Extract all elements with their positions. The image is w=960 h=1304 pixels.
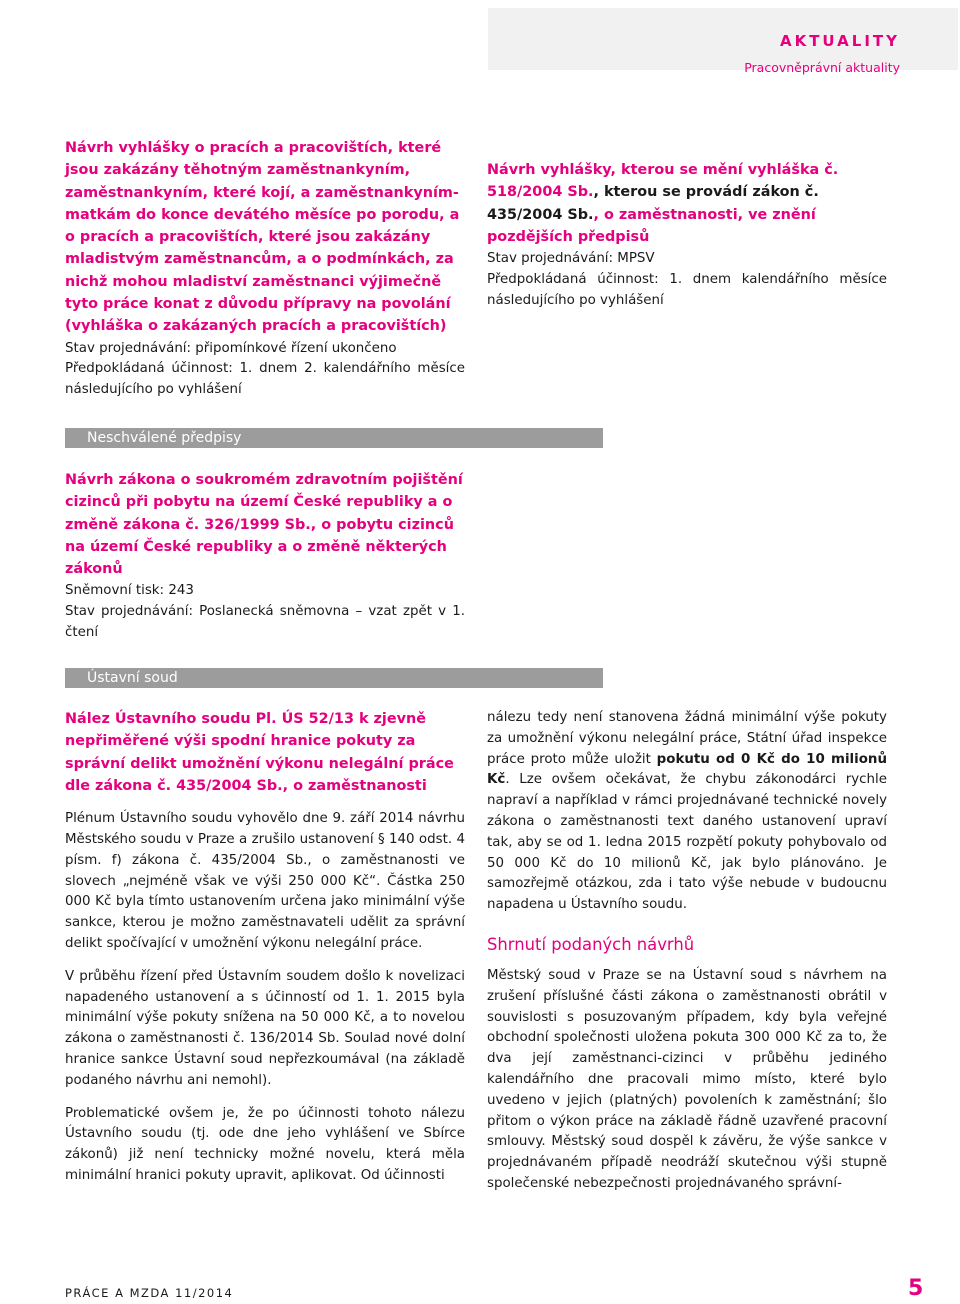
ruling-paragraph-1: Plénum Ústavního soudu vyhovělo dne 9. září 2014 návrhu Městského soudu v Praze a zrušilo ustanovení § 140 odst. 4 písm. f) zákona č. 435/2004 Sb., o zaměstnanosti ve slovech „nejméně však ve výši 250 000 Kč“. Částka 250 000 Kč byla tímto ustanovením určena jako minimální výše sankce, kterou je možno zaměstnavateli udělit za správní delikt spočívající v umožnění výkonu nelegální práce. <box>65 811 465 951</box>
article-court-ruling <box>65 708 465 1187</box>
article-decree-prohibited-work <box>65 137 465 401</box>
article-title: Návrh vyhlášky o pracích a pracovištích, které jsou zakázány těhotným zaměstnankyním, zaměstnankyním, které kojí, a zaměstnankyním-matkám do konce devátého měsíce po porodu, a o pracích a pracovištích, které jsou zakázány mladistvým zaměstnancům, a o podmínkách, za nichž mohou mladiství zaměstnanci výjimečně tyto práce konat z důvodu přípravy na povolání (vyhláška o zakázaných pracích a pracovištích) <box>65 140 460 335</box>
ruling-paragraph-4: nálezu tedy není stanovena žádná minimální výše pokuty za umožnění výkonu nelegální práce, Státní úřad inspekce práce proto může uložit pokutu od 0 Kč do 10 milionů Kč. Lze ovšem očekávat, že chybu zákonodárci rychle napraví a například v rámci projednávané technické novely zákona o zaměstnanosti text daného ustanovení upraví tak, aby se od 1. ledna 2015 rozpětí pokuty pohybovalo od 50 000 Kč do 10 milionů Kč, jak bylo plánováno. Je samozřejmě otázkou, zda i tato výše nebude v budoucnu napadena u Ústavního soudu. <box>487 710 888 913</box>
page-number: 5 <box>908 1276 924 1301</box>
header-box <box>488 8 958 75</box>
article-effective: Předpokládaná účinnost: 1. dnem kalendářního měsíce následujícího po vyhlášení <box>487 271 887 308</box>
article-decree-amendment <box>487 159 887 312</box>
section-title: AKTUALITY <box>779 32 900 50</box>
ruling-paragraph-2: V průběhu řízení před Ústavním soudem došlo k novelizaci napadeného ustanovení a s účinností od 1. 1. 2015 byla minimální výše pokuty snížena na 50 000 Kč, a to novelou zákona o zaměstnanosti č. 136/2014 Sb. Soulad nové dolní hranice sankce Ústavní soud nepřezkoumával (na základě podaného návrhu ani nemohl). <box>65 968 465 1088</box>
section-bar-constitutional-court <box>65 668 603 688</box>
summary-paragraph: Městský soud v Praze se na Ústavní soud s návrhem na zrušení příslušné části zákona o zaměstnanosti obrátil v souvislosti s posuzovaným případem, kdy byla veřejné obchodní společnosti uložena pokuta 300 000 Kč za to, že dva její zaměstnanci-cizinci v průběhu jediného kalendářního dne pracovali mimo místo, které bylo uvedeno v jejich (platných) povoleních k zaměstnání; šlo přitom o výkon práce na základě řádně uzavřené pracovní smlouvy. Městský soud dospěl k závěru, že výše sankce v projednávaném případě neodráží skutečnou výši stupně společenské nebezpečnosti projednávaného správní- <box>487 967 887 1191</box>
article-title: Nález Ústavního soudu Pl. ÚS 52/13 k zjevně nepřiměřené výši spodní hranice pokuty za správní delikt umožnění výkonu nelegální práce dle zákona č. 435/2004 Sb., o zaměstnanosti <box>65 711 454 794</box>
ruling-paragraph-3: Problematické ovšem je, že po účinnosti tohoto nálezu Ústavního soudu (tj. ode dne jeho vyhlášení ve Sbírce zákonů) již není technicky možné novelu, která měla minimální hranici pokuty upravit, aplikovat. Od účinnosti <box>65 1105 465 1183</box>
article-title: Návrh zákona o soukromém zdravotním pojištění cizinců při pobytu na území České republiky a o změně zákona č. 326/1999 Sb., o pobytu cizinců na území České republiky a o změně některých zákonů <box>65 472 463 578</box>
article-insurance-bill <box>65 469 465 644</box>
article-print: Sněmovní tisk: 243 <box>65 583 194 599</box>
article-effective: Předpokládaná účinnost: 1. dnem 2. kalendářního měsíce následujícího po vyhlášení <box>65 361 465 398</box>
section-bar-label: Neschválené předpisy <box>87 430 242 446</box>
article-status: Stav projednávání: MPSV <box>487 251 655 267</box>
article-title: Návrh vyhlášky, kterou se mění vyhláška č. 518/2004 Sb., kterou se provádí zákon č. 435/2004 Sb., o zaměstnanosti, ve znění pozdějších předpisů <box>487 162 839 245</box>
section-bar-label: Ústavní soud <box>87 670 178 686</box>
summary-subheading: Shrnutí podaných návrhů <box>487 934 695 954</box>
article-status: Stav projednávání: připomínkové řízení ukončeno <box>65 340 397 356</box>
article-court-ruling-continued <box>487 708 887 1195</box>
article-status: Stav projednávání: Poslanecká sněmovna – vzat zpět v 1. čtení <box>65 604 465 641</box>
journal-footer: PRÁCE A MZDA 11/2014 <box>65 1286 234 1300</box>
section-bar-unapproved <box>65 428 603 448</box>
section-subtitle: Pracovněprávní aktuality <box>744 60 900 75</box>
